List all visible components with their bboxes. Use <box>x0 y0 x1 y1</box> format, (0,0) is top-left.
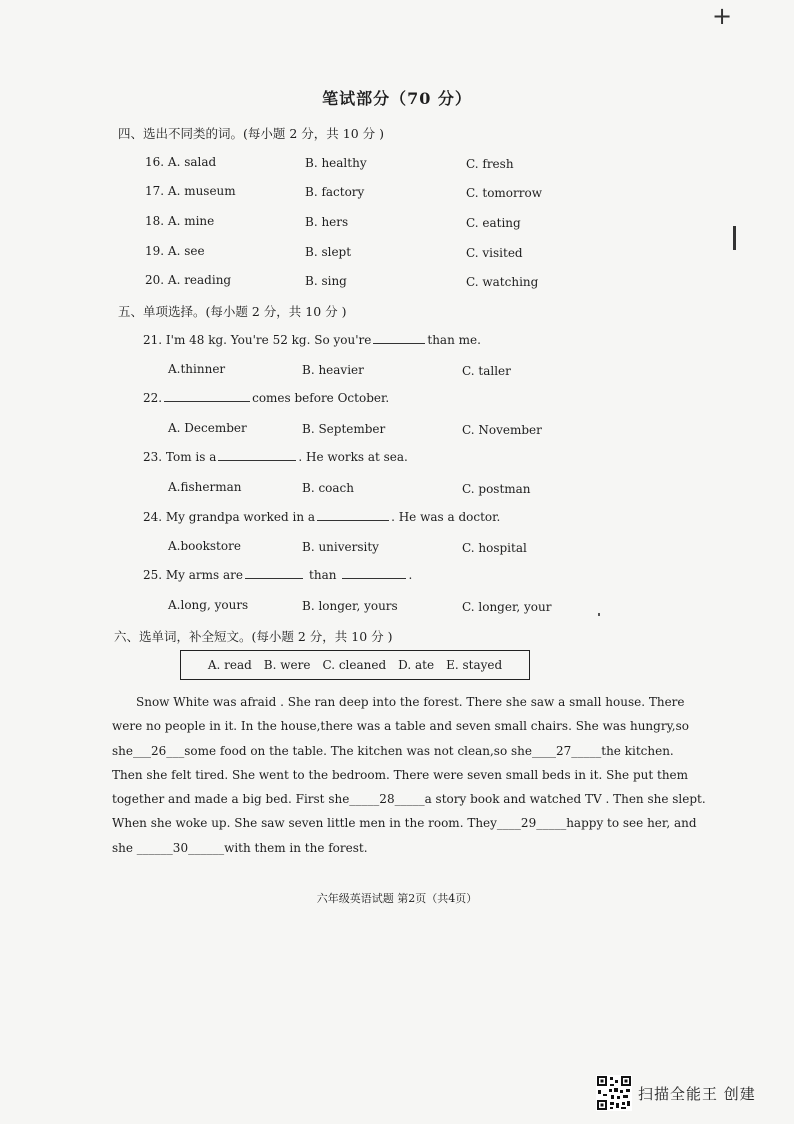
choice-21-a: A.thinner <box>168 362 226 376</box>
answer-blank <box>245 577 303 579</box>
answer-blank <box>218 459 296 461</box>
word-e: E. stayed <box>446 658 503 672</box>
option-17-a: 17. A. museum <box>145 184 236 198</box>
option-17-b: B. factory <box>305 185 365 199</box>
passage-line: were no people in it. In the house,there was a table and seven small chairs. She was hungry,so <box>112 719 689 734</box>
choice-25-a: A.long, yours <box>168 598 249 612</box>
choice-23-c: C. postman <box>462 482 531 496</box>
choice-21-c: C. taller <box>462 364 511 378</box>
option-19-a: 19. A. see <box>145 244 205 258</box>
choice-23-a: A.fisherman <box>168 480 242 494</box>
option-16-a: 16. A. salad <box>145 155 217 169</box>
answer-blank <box>342 577 406 579</box>
choice-24-c: C. hospital <box>462 541 527 555</box>
crop-mark-plus: + <box>712 2 733 30</box>
question-25: 25. My arms are than . <box>143 568 413 582</box>
question-21: 21. I'm 48 kg. You're 52 kg. So you're than me. <box>143 333 481 347</box>
qr-code-icon <box>596 1075 632 1111</box>
choice-21-b: B. heavier <box>302 363 364 377</box>
option-19-c: C. visited <box>466 246 523 260</box>
option-17-c: C. tomorrow <box>466 186 543 200</box>
page-title: 笔试部分（70 分） <box>322 89 472 108</box>
choice-22-a: A. December <box>168 421 247 435</box>
cloze-passage <box>112 690 706 860</box>
crop-mark-bar <box>733 226 736 250</box>
choice-25-c: C. longer, your <box>462 600 552 614</box>
question-22: 22. comes before October. <box>143 391 390 405</box>
option-20-b: B. sing <box>305 274 347 288</box>
choice-25-b: B. longer, yours <box>302 599 398 613</box>
option-16-b: B. healthy <box>305 156 367 170</box>
word-bank <box>180 650 530 680</box>
passage-line: she___26___some food on the table. The kitchen was not clean,so she____27_____the kitchen. <box>112 743 674 758</box>
word-c: C. cleaned <box>322 658 387 672</box>
option-18-b: B. hers <box>305 215 349 229</box>
passage-line: Then she felt tired. She went to the bedroom. There were seven small beds in it. She put them <box>112 767 689 782</box>
word-a: A. read <box>207 658 252 672</box>
question-24: 24. My grandpa worked in a . He was a doctor. <box>143 510 501 524</box>
section-5-heading: 五、单项选择。(每小题 2 分，共 10 分 ) <box>118 304 347 319</box>
choice-23-b: B. coach <box>302 481 354 495</box>
choice-22-c: C. November <box>462 423 542 437</box>
section-4-heading: 四、选出不同类的词。(每小题 2 分，共 10 分 ) <box>118 126 384 141</box>
passage-line: she ______30______with them in the forest. <box>112 840 368 855</box>
section-6-heading: 六、选单词，补全短文。(每小题 2 分，共 10 分 ) <box>114 629 393 644</box>
answer-blank <box>373 342 425 344</box>
passage-line: Snow White was afraid . She ran deep into the forest. There she saw a small house. There <box>136 695 685 709</box>
speck <box>598 613 600 616</box>
passage-line: together and made a big bed. First she_____28_____a story book and watched TV . Then she slept. <box>112 792 706 807</box>
page-footer: 六年级英语试题 第2页（共4页） <box>316 892 478 905</box>
choice-24-a: A.bookstore <box>168 539 241 553</box>
answer-blank <box>317 519 389 521</box>
option-18-c: C. eating <box>466 216 521 230</box>
word-d: D. ate <box>398 658 435 672</box>
option-16-c: C. fresh <box>466 157 514 171</box>
passage-line: When she woke up. She saw seven little men in the room. They____29_____happy to see her, and <box>112 816 697 831</box>
choice-24-b: B. university <box>302 540 379 554</box>
scanner-label: 扫描全能王 创建 <box>638 1084 756 1103</box>
scanner-watermark <box>596 1075 756 1111</box>
question-23: 23. Tom is a . He works at sea. <box>143 450 408 464</box>
option-20-a: 20. A. reading <box>145 273 232 287</box>
choice-22-b: B. September <box>302 422 386 436</box>
word-b: B. were <box>263 658 311 672</box>
answer-blank <box>164 400 250 402</box>
option-18-a: 18. A. mine <box>145 214 215 228</box>
option-19-b: B. slept <box>305 245 352 259</box>
option-20-c: C. watching <box>466 275 539 289</box>
